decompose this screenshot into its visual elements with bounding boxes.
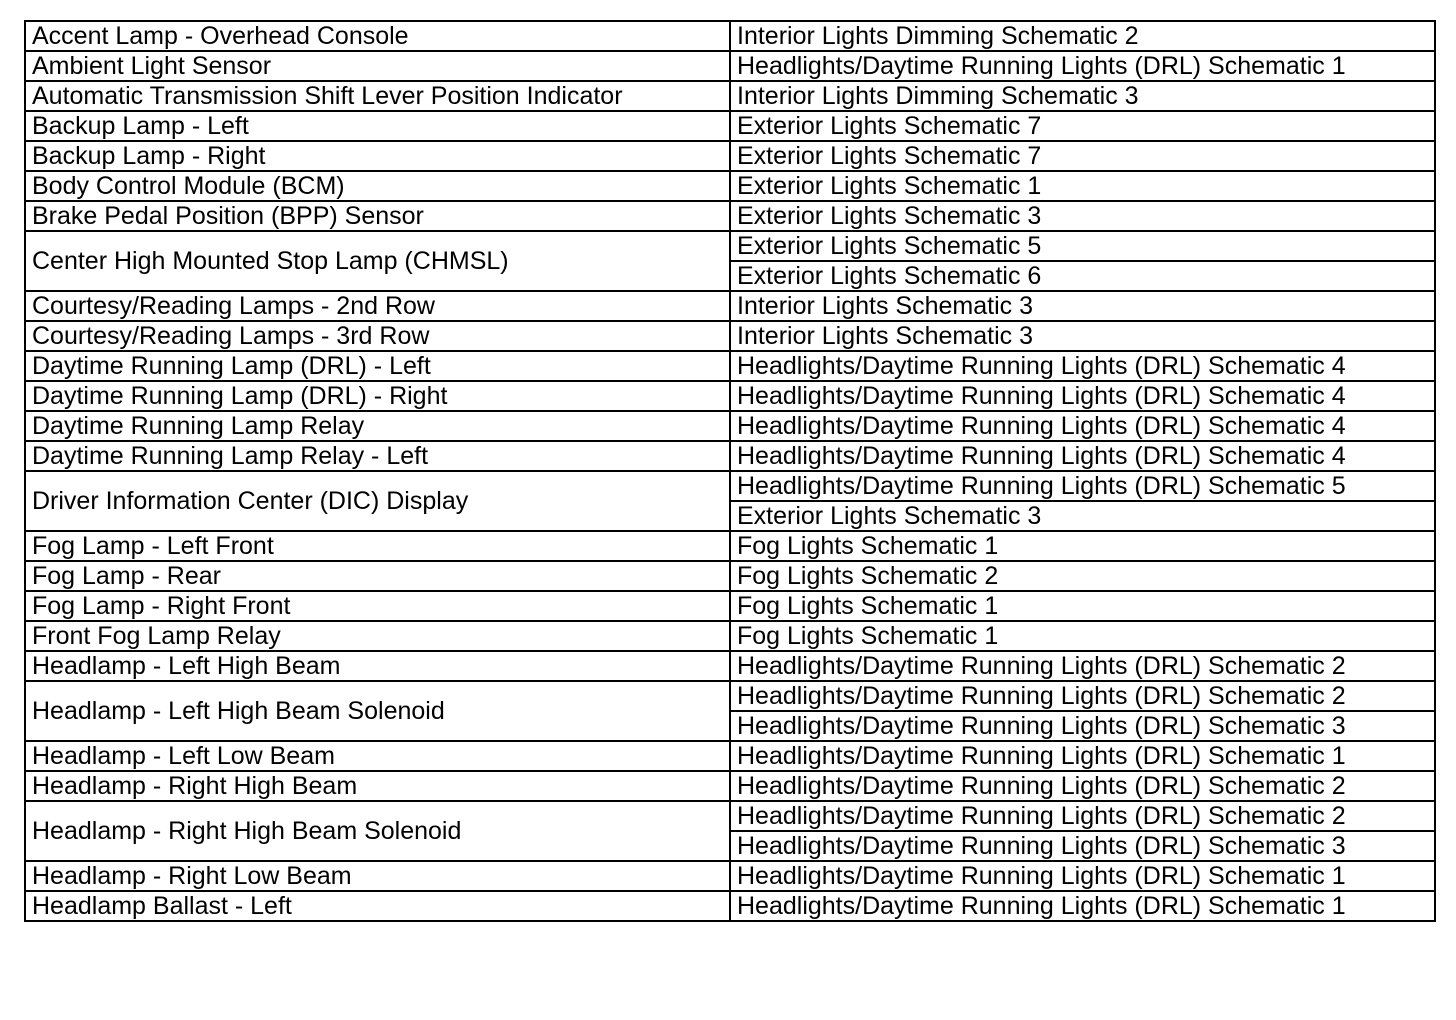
table-row xyxy=(25,471,1435,501)
table-row xyxy=(25,801,1435,831)
schematic-cell: Headlights/Daytime Running Lights (DRL) Schematic 4 xyxy=(730,441,1435,471)
schematic-cell: Headlights/Daytime Running Lights (DRL) Schematic 1 xyxy=(730,51,1435,81)
component-cell: Ambient Light Sensor xyxy=(25,51,730,81)
component-cell: Fog Lamp - Right Front xyxy=(25,591,730,621)
schematic-cell: Interior Lights Schematic 3 xyxy=(730,321,1435,351)
component-schematic-table xyxy=(24,20,1436,922)
component-cell: Headlamp - Left High Beam xyxy=(25,651,730,681)
schematic-cell: Exterior Lights Schematic 6 xyxy=(730,261,1435,291)
table-row xyxy=(25,201,1435,231)
component-cell: Daytime Running Lamp Relay - Left xyxy=(25,441,730,471)
table-row xyxy=(25,111,1435,141)
table-row xyxy=(25,681,1435,711)
schematic-cell: Headlights/Daytime Running Lights (DRL) Schematic 3 xyxy=(730,831,1435,861)
table-row xyxy=(25,561,1435,591)
component-cell: Brake Pedal Position (BPP) Sensor xyxy=(25,201,730,231)
schematic-cell: Interior Lights Dimming Schematic 2 xyxy=(730,21,1435,51)
schematic-cell: Headlights/Daytime Running Lights (DRL) Schematic 1 xyxy=(730,861,1435,891)
table-row xyxy=(25,441,1435,471)
component-cell: Daytime Running Lamp (DRL) - Left xyxy=(25,351,730,381)
table-row xyxy=(25,21,1435,51)
schematic-cell: Exterior Lights Schematic 7 xyxy=(730,141,1435,171)
component-cell: Headlamp - Right High Beam xyxy=(25,771,730,801)
component-cell: Fog Lamp - Rear xyxy=(25,561,730,591)
component-cell: Courtesy/Reading Lamps - 2nd Row xyxy=(25,291,730,321)
component-cell: Headlamp Ballast - Left xyxy=(25,891,730,921)
table-row xyxy=(25,81,1435,111)
schematic-cell: Headlights/Daytime Running Lights (DRL) Schematic 4 xyxy=(730,411,1435,441)
component-cell: Driver Information Center (DIC) Display xyxy=(25,471,730,531)
schematic-cell: Exterior Lights Schematic 3 xyxy=(730,501,1435,531)
schematic-cell: Headlights/Daytime Running Lights (DRL) Schematic 3 xyxy=(730,711,1435,741)
component-cell: Body Control Module (BCM) xyxy=(25,171,730,201)
component-cell: Backup Lamp - Left xyxy=(25,111,730,141)
component-cell: Fog Lamp - Left Front xyxy=(25,531,730,561)
schematic-cell: Headlights/Daytime Running Lights (DRL) Schematic 5 xyxy=(730,471,1435,501)
schematic-cell: Interior Lights Schematic 3 xyxy=(730,291,1435,321)
schematic-cell: Fog Lights Schematic 2 xyxy=(730,561,1435,591)
component-cell: Headlamp - Right Low Beam xyxy=(25,861,730,891)
component-cell: Headlamp - Left High Beam Solenoid xyxy=(25,681,730,741)
table-row xyxy=(25,531,1435,561)
table-row xyxy=(25,591,1435,621)
schematic-cell: Headlights/Daytime Running Lights (DRL) Schematic 4 xyxy=(730,351,1435,381)
table-row xyxy=(25,291,1435,321)
schematic-cell: Headlights/Daytime Running Lights (DRL) Schematic 2 xyxy=(730,771,1435,801)
table-row xyxy=(25,411,1435,441)
component-cell: Automatic Transmission Shift Lever Position Indicator xyxy=(25,81,730,111)
schematic-cell: Exterior Lights Schematic 5 xyxy=(730,231,1435,261)
schematic-cell: Headlights/Daytime Running Lights (DRL) Schematic 2 xyxy=(730,801,1435,831)
schematic-cell: Fog Lights Schematic 1 xyxy=(730,531,1435,561)
table-row xyxy=(25,381,1435,411)
schematic-cell: Fog Lights Schematic 1 xyxy=(730,621,1435,651)
schematic-cell: Headlights/Daytime Running Lights (DRL) Schematic 2 xyxy=(730,651,1435,681)
schematic-cell: Exterior Lights Schematic 1 xyxy=(730,171,1435,201)
schematic-cell: Exterior Lights Schematic 7 xyxy=(730,111,1435,141)
component-cell: Headlamp - Right High Beam Solenoid xyxy=(25,801,730,861)
table-row xyxy=(25,651,1435,681)
schematic-cell: Headlights/Daytime Running Lights (DRL) Schematic 1 xyxy=(730,891,1435,921)
table-row xyxy=(25,621,1435,651)
component-cell: Center High Mounted Stop Lamp (CHMSL) xyxy=(25,231,730,291)
component-cell: Front Fog Lamp Relay xyxy=(25,621,730,651)
table-row xyxy=(25,51,1435,81)
component-cell: Courtesy/Reading Lamps - 3rd Row xyxy=(25,321,730,351)
schematic-cell: Headlights/Daytime Running Lights (DRL) Schematic 2 xyxy=(730,681,1435,711)
schematic-cell: Interior Lights Dimming Schematic 3 xyxy=(730,81,1435,111)
component-cell: Accent Lamp - Overhead Console xyxy=(25,21,730,51)
component-cell: Daytime Running Lamp (DRL) - Right xyxy=(25,381,730,411)
schematic-cell: Exterior Lights Schematic 3 xyxy=(730,201,1435,231)
table-row xyxy=(25,741,1435,771)
table-row xyxy=(25,141,1435,171)
schematic-cell: Headlights/Daytime Running Lights (DRL) Schematic 1 xyxy=(730,741,1435,771)
table-row xyxy=(25,771,1435,801)
table-row xyxy=(25,171,1435,201)
component-cell: Backup Lamp - Right xyxy=(25,141,730,171)
table-row xyxy=(25,231,1435,261)
component-cell: Daytime Running Lamp Relay xyxy=(25,411,730,441)
component-cell: Headlamp - Left Low Beam xyxy=(25,741,730,771)
table-row xyxy=(25,321,1435,351)
schematic-cell: Fog Lights Schematic 1 xyxy=(730,591,1435,621)
table-row xyxy=(25,891,1435,921)
table-row xyxy=(25,351,1435,381)
table-row xyxy=(25,861,1435,891)
table-body xyxy=(25,21,1435,921)
schematic-cell: Headlights/Daytime Running Lights (DRL) Schematic 4 xyxy=(730,381,1435,411)
